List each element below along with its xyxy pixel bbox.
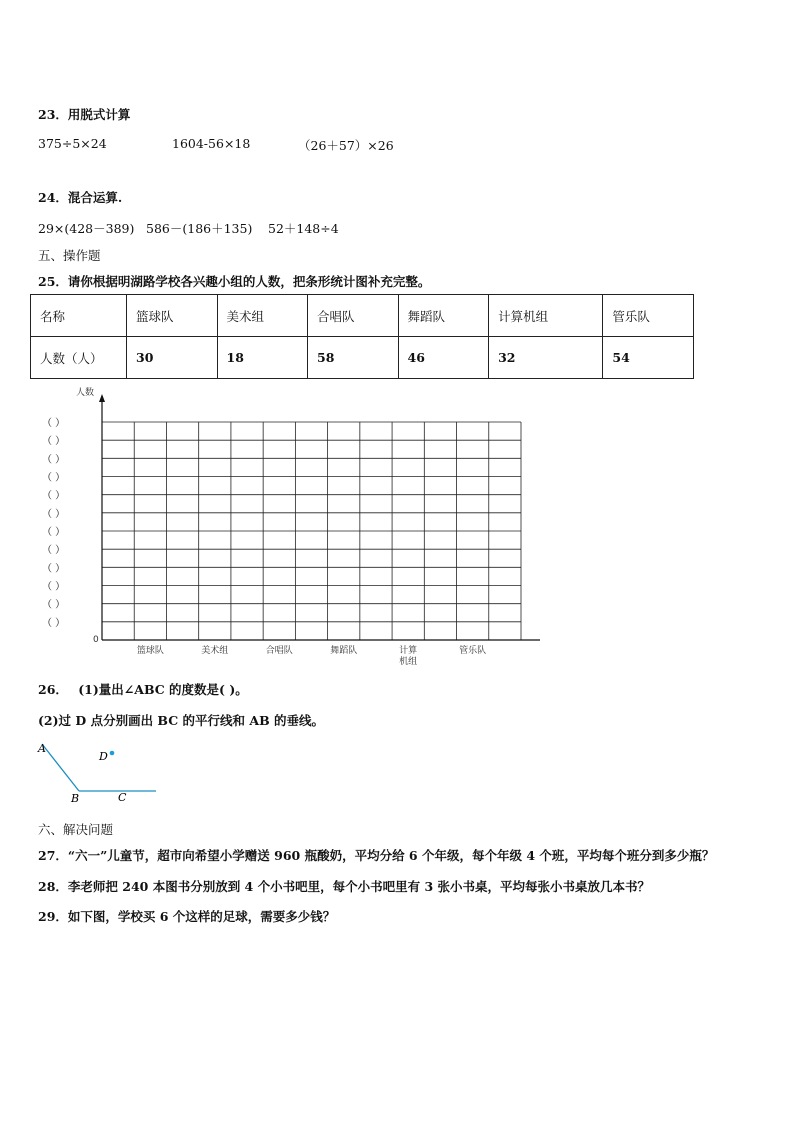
section-heading-5: 五、操作题 [38, 248, 101, 263]
q28-text: 28．李老师把 240 本图书分别放到 4 个小书吧里，每个小书吧里有 3 张小书桌，平均每张小书桌放几本书？ [38, 879, 650, 894]
y-axis-label: 人数 [76, 388, 95, 398]
y-tick-placeholder: （ ） [42, 563, 66, 575]
q23-expr-3: （26＋57）×26 [298, 138, 394, 153]
label-b: B [71, 792, 80, 805]
table-cell: 46 [398, 337, 489, 379]
table-row-names [31, 295, 694, 337]
x-tick-label: 美术组 [201, 646, 229, 656]
x-category-labels [137, 644, 486, 667]
q24-title: 24．混合运算. [38, 190, 123, 205]
table-cell: 合唱队 [308, 295, 399, 337]
q23-expr-2: 1604-56×18 [172, 136, 251, 151]
x-tick-label: 合唱队 [265, 646, 293, 656]
q26-part-2: (2)过 D 点分别画出 BC 的平行线和 AB 的垂线。 [38, 713, 324, 728]
q26-number: 26． [38, 682, 68, 697]
x-tick-label: 计算 [399, 646, 418, 656]
y-tick-placeholder: （ ） [42, 436, 66, 448]
label-d: D [99, 750, 108, 763]
point-d [110, 751, 115, 756]
y-tick-placeholders [42, 417, 65, 629]
y-tick-placeholder: （ ） [42, 581, 66, 593]
group-count-table [30, 294, 694, 379]
table-cell: 舞蹈队 [398, 295, 489, 337]
table-cell: 54 [603, 337, 694, 379]
table-row-counts [31, 337, 694, 379]
q24-expr-2: 586－(186＋135) [146, 221, 253, 236]
bar-chart-svg [0, 380, 560, 675]
table-cell: 计算机组 [489, 295, 603, 337]
x-tick-label: 管乐队 [459, 646, 487, 656]
q24-expr-3: 52＋148÷4 [268, 221, 339, 236]
angle-figure [30, 738, 170, 810]
label-a: A [38, 742, 46, 755]
q29-text: 29．如下图，学校买 6 个这样的足球，需要多少钱？ [38, 909, 336, 924]
y-tick-placeholder: （ ） [42, 617, 66, 629]
table-cell: 美术组 [217, 295, 308, 337]
y-tick-placeholder: （ ） [42, 599, 66, 611]
label-c: C [118, 791, 127, 804]
table-cell: 篮球队 [127, 295, 218, 337]
q24-expr-1: 29×(428－389) [38, 221, 135, 236]
x-tick-label: 机组 [399, 657, 418, 667]
q25-title: 25．请你根据明湖路学校各兴趣小组的人数，把条形统计图补充完整。 [38, 274, 431, 289]
table-cell: 18 [217, 337, 308, 379]
table-cell: 管乐队 [603, 295, 694, 337]
table-cell: 人数（人） [31, 337, 127, 379]
q26-line-1 [38, 680, 248, 698]
q26-part-1: (1)量出∠ABC 的度数是( )。 [78, 682, 248, 697]
y-tick-placeholder: （ ） [42, 545, 66, 557]
table-cell: 58 [308, 337, 399, 379]
table-cell: 30 [127, 337, 218, 379]
angle-figure-svg [30, 738, 170, 810]
y-axis-arrow-icon [99, 394, 105, 402]
y-tick-placeholder: （ ） [42, 418, 66, 429]
origin-label: 0 [93, 635, 99, 645]
y-tick-placeholder: （ ） [42, 508, 66, 520]
y-tick-placeholder: （ ） [42, 454, 66, 466]
x-tick-label: 舞蹈队 [330, 646, 358, 656]
q27-text: 27．“六一”儿童节，超市向希望小学赠送 960 瓶酸奶，平均分给 6 个年级，每个年级 4 个班，平均每个班分到多少瓶？ [38, 848, 715, 863]
q23-title: 23．用脱式计算 [38, 107, 131, 122]
x-tick-label: 篮球队 [136, 646, 164, 656]
y-tick-placeholder: （ ） [42, 527, 66, 538]
ray-ba [42, 744, 79, 791]
y-tick-placeholder: （ ） [42, 490, 66, 502]
q23-expr-1: 375÷5×24 [38, 136, 107, 151]
bar-chart [0, 380, 560, 675]
y-tick-placeholder: （ ） [42, 472, 66, 484]
section-heading-6: 六、解决问题 [38, 822, 114, 837]
table-cell: 32 [489, 337, 603, 379]
table-cell: 名称 [31, 295, 127, 337]
chart-grid [102, 422, 521, 640]
